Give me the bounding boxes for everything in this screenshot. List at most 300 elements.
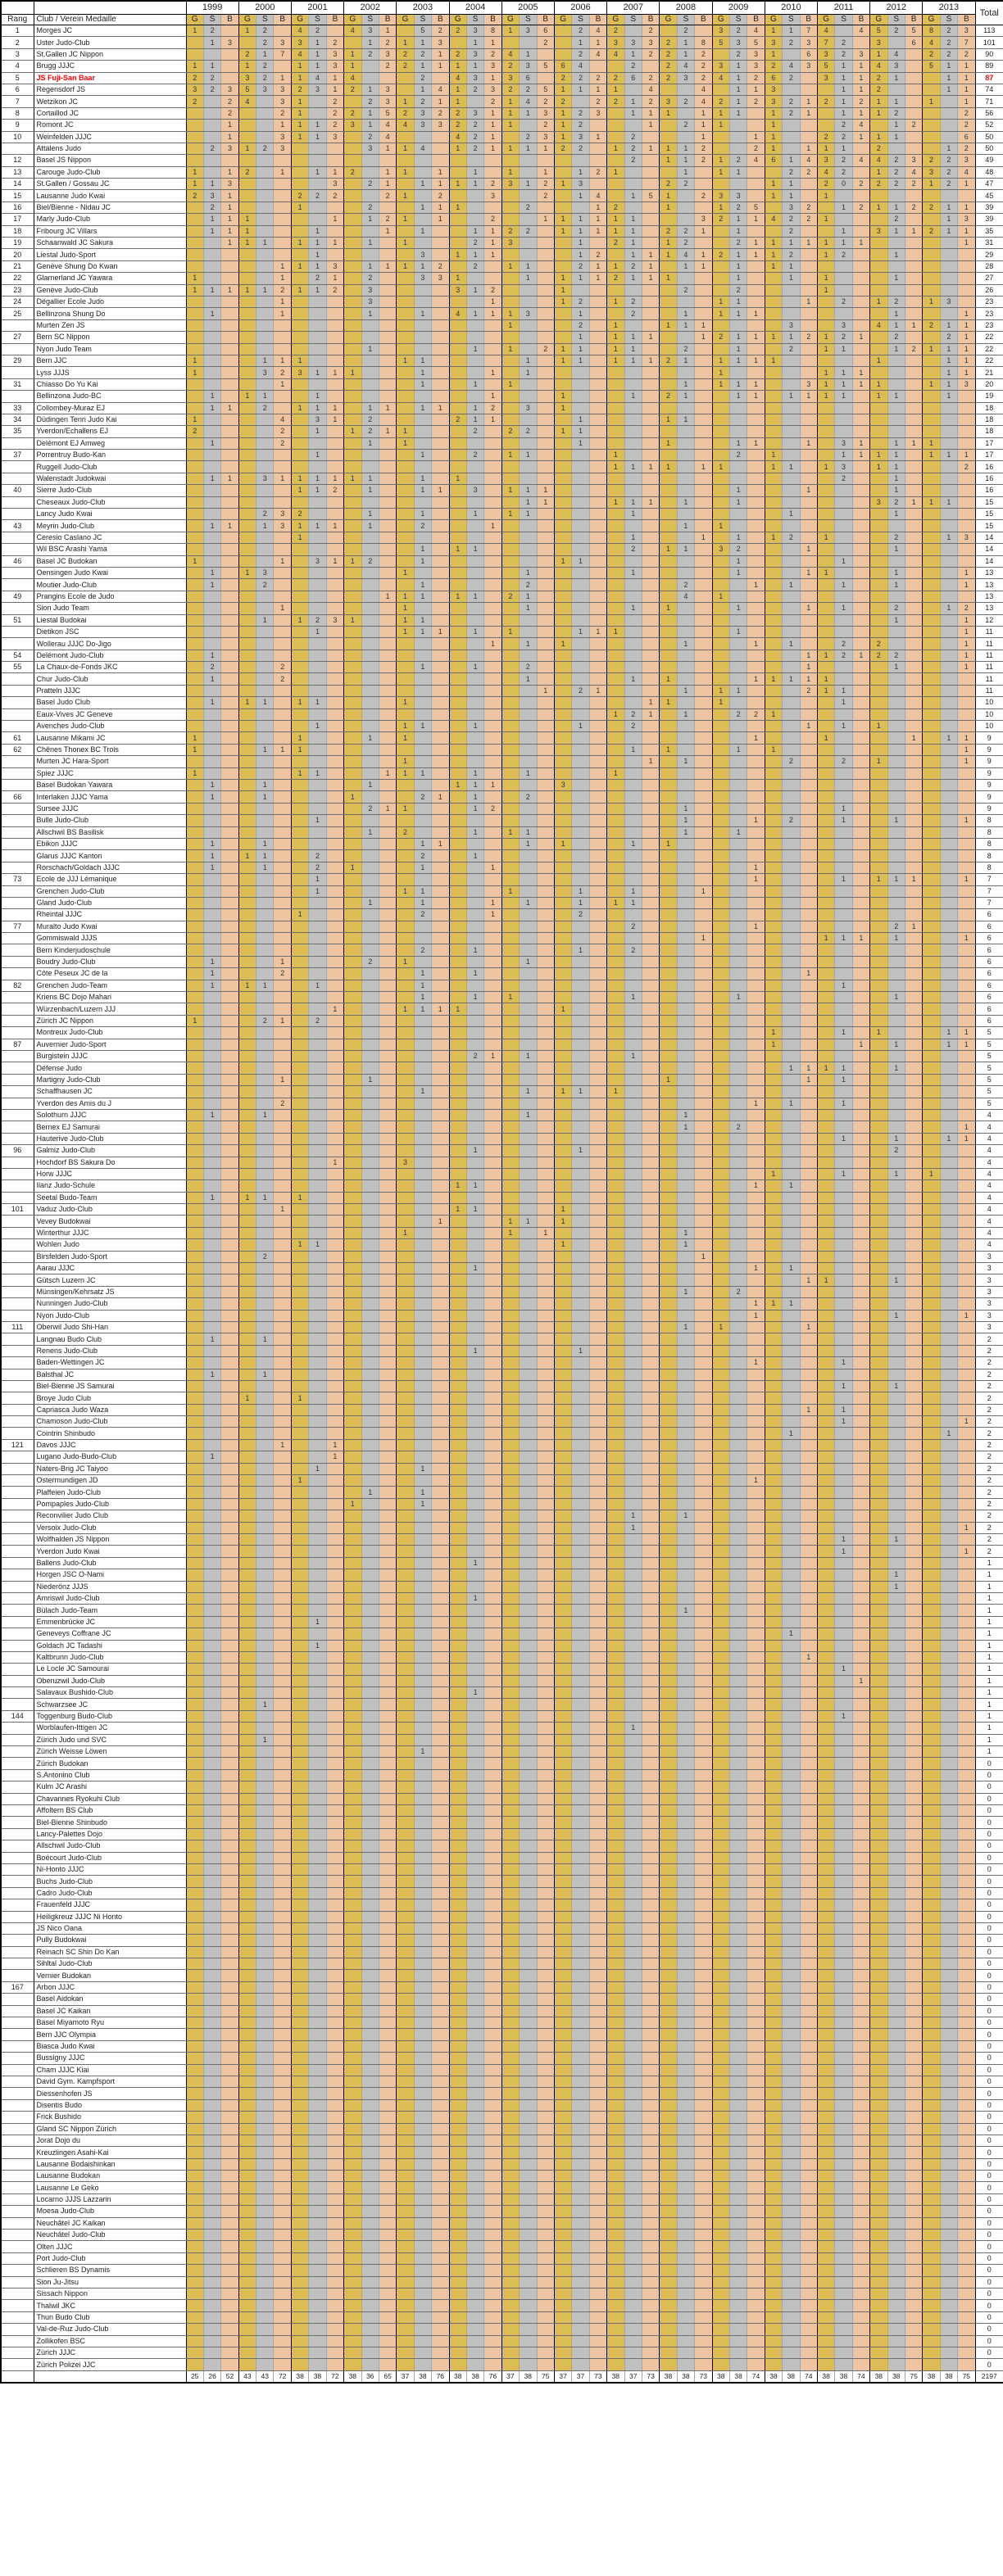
- medal-cell: [712, 1050, 729, 1062]
- medal-cell: [397, 944, 414, 956]
- medal-cell: [835, 862, 852, 873]
- medal-cell: [712, 579, 729, 591]
- medal-cell: [309, 532, 326, 543]
- medal-cell: [677, 437, 694, 449]
- medal-cell: [940, 897, 957, 908]
- medal-cell: [677, 1157, 694, 1168]
- medal-cell: 1: [835, 378, 852, 390]
- medal-cell: [274, 225, 291, 237]
- medal-cell: 1: [729, 166, 747, 178]
- medal-cell: [642, 780, 659, 791]
- medal-cell: [414, 1027, 431, 1039]
- medal-cell: [238, 107, 256, 119]
- medal-cell: [186, 1109, 203, 1120]
- medal-cell: [852, 555, 869, 567]
- medal-cell: 2: [414, 944, 431, 956]
- medal-cell: [783, 992, 800, 1003]
- medal-cell: [554, 1015, 571, 1026]
- medal-header-g: G: [923, 15, 940, 25]
- medal-cell: 2: [572, 143, 589, 154]
- medal-cell: 1: [817, 461, 834, 473]
- medal-cell: [274, 201, 291, 213]
- rank-cell: [1, 1157, 34, 1168]
- medal-cell: 1: [379, 591, 396, 602]
- medal-cell: 1: [203, 673, 220, 685]
- medal-cell: 1: [484, 107, 502, 119]
- medal-cell: [414, 1121, 431, 1133]
- medal-cell: 3: [747, 61, 765, 72]
- medal-cell: [309, 437, 326, 449]
- medal-cell: [660, 367, 677, 378]
- medal-cell: 1: [923, 1168, 940, 1179]
- medal-cell: 1: [414, 992, 431, 1003]
- medal-cell: [747, 591, 765, 602]
- medal-cell: 2: [432, 260, 449, 272]
- rank-cell: 15: [1, 190, 34, 201]
- medal-cell: [309, 685, 326, 696]
- medal-cell: [642, 1062, 659, 1074]
- medal-cell: [765, 509, 782, 520]
- year-header: 2004: [449, 1, 502, 15]
- club-name: Côte Peseux JC de la: [34, 968, 186, 980]
- year-header: 2005: [502, 1, 554, 15]
- medal-cell: 2: [695, 72, 712, 84]
- medal-cell: [800, 1027, 817, 1039]
- medal-cell: [274, 249, 291, 260]
- medal-cell: [520, 555, 537, 567]
- medal-cell: [870, 897, 887, 908]
- medal-cell: [274, 461, 291, 473]
- medal-cell: [344, 343, 361, 355]
- medal-cell: [344, 96, 361, 107]
- medal-cell: [729, 1074, 747, 1085]
- medal-cell: 1: [432, 48, 449, 60]
- medal-cell: 1: [221, 131, 238, 143]
- medal-cell: [958, 992, 975, 1003]
- medal-cell: [291, 603, 308, 614]
- medal-cell: [484, 1192, 502, 1203]
- medal-cell: [712, 238, 729, 249]
- rank-cell: 82: [1, 980, 34, 991]
- medal-cell: [221, 1098, 238, 1109]
- medal-cell: 1: [624, 355, 642, 366]
- medal-cell: [256, 732, 274, 744]
- medal-cell: 2: [414, 850, 431, 862]
- medal-cell: [449, 756, 466, 767]
- medal-cell: [905, 956, 922, 967]
- medal-cell: 1: [835, 803, 852, 814]
- club-name: Bern JJC: [34, 355, 186, 366]
- medal-cell: 1: [835, 225, 852, 237]
- medal-cell: [660, 1050, 677, 1062]
- medal-cell: [502, 921, 519, 932]
- medal-cell: 1: [186, 273, 203, 284]
- medal-cell: [309, 992, 326, 1003]
- medal-cell: [870, 284, 887, 296]
- medal-cell: [660, 1180, 677, 1192]
- club-name: Burgistein JJJC: [34, 1050, 186, 1062]
- medal-cell: [589, 874, 606, 885]
- medal-cell: [537, 650, 554, 661]
- medal-cell: 1: [291, 355, 308, 366]
- medal-cell: 1: [852, 238, 869, 249]
- medal-cell: 1: [502, 143, 519, 154]
- medal-cell: [905, 308, 922, 319]
- medal-header-b: B: [958, 15, 975, 25]
- medal-cell: 1: [256, 1192, 274, 1203]
- medal-cell: [712, 791, 729, 803]
- medal-cell: [642, 862, 659, 873]
- medal-cell: [238, 485, 256, 496]
- medal-cell: 1: [414, 61, 431, 72]
- total-cell: 52: [975, 120, 1003, 131]
- medal-cell: [607, 367, 624, 378]
- medal-cell: [677, 780, 694, 791]
- medal-cell: [484, 544, 502, 555]
- medal-cell: [484, 273, 502, 284]
- medal-cell: [589, 791, 606, 803]
- medal-cell: 1: [186, 284, 203, 296]
- medal-cell: [221, 980, 238, 991]
- medal-cell: [449, 1074, 466, 1085]
- medal-cell: [361, 567, 379, 578]
- total-cell: 10: [975, 721, 1003, 732]
- medal-cell: [238, 437, 256, 449]
- medal-cell: 1: [624, 673, 642, 685]
- medal-cell: [537, 791, 554, 803]
- medal-cell: 1: [397, 355, 414, 366]
- medal-cell: 1: [835, 579, 852, 591]
- medal-cell: [361, 1145, 379, 1157]
- medal-cell: [361, 767, 379, 779]
- medal-cell: [729, 732, 747, 744]
- medal-cell: [589, 603, 606, 614]
- medal-cell: [660, 874, 677, 885]
- year-header: 2003: [397, 1, 449, 15]
- medal-cell: [537, 838, 554, 849]
- medal-cell: [344, 756, 361, 767]
- medal-cell: [221, 933, 238, 944]
- medal-cell: [484, 473, 502, 484]
- medal-cell: 1: [309, 260, 326, 272]
- medal-cell: 1: [817, 343, 834, 355]
- medal-cell: [729, 402, 747, 414]
- medal-cell: [852, 143, 869, 154]
- medal-cell: 1: [870, 450, 887, 461]
- medal-cell: [466, 1168, 483, 1179]
- medal-cell: [958, 780, 975, 791]
- medal-cell: [379, 1192, 396, 1203]
- medal-cell: 2: [537, 120, 554, 131]
- medal-cell: [958, 273, 975, 284]
- medal-cell: 1: [484, 780, 502, 791]
- medal-cell: [379, 897, 396, 908]
- medal-cell: [642, 767, 659, 779]
- medal-cell: [765, 862, 782, 873]
- medal-cell: 2: [326, 485, 343, 496]
- medal-cell: [852, 214, 869, 225]
- club-name: Martigny Judo-Club: [34, 1074, 186, 1085]
- medal-cell: 1: [186, 355, 203, 366]
- medal-cell: [186, 1180, 203, 1192]
- medal-cell: 3: [221, 37, 238, 48]
- club-name: Hauterive Judo-Club: [34, 1133, 186, 1144]
- medal-cell: [449, 355, 466, 366]
- medal-cell: [238, 520, 256, 532]
- medal-cell: [221, 509, 238, 520]
- club-row: [1, 61, 1003, 72]
- medal-cell: [238, 332, 256, 343]
- medal-cell: [186, 1062, 203, 1074]
- medal-cell: 1: [466, 803, 483, 814]
- medal-cell: [677, 273, 694, 284]
- medal-cell: [484, 166, 502, 178]
- medal-cell: 1: [186, 555, 203, 567]
- medal-cell: [203, 48, 220, 60]
- medal-cell: [572, 673, 589, 685]
- medal-cell: 1: [852, 378, 869, 390]
- medal-cell: [238, 1086, 256, 1098]
- medal-cell: [484, 956, 502, 967]
- medal-cell: [502, 709, 519, 720]
- medal-cell: [186, 496, 203, 508]
- medal-cell: [203, 614, 220, 626]
- medal-cell: [291, 1039, 308, 1050]
- medal-cell: [729, 909, 747, 921]
- medal-header-b: B: [484, 15, 502, 25]
- medal-cell: 2: [256, 579, 274, 591]
- medal-cell: [274, 1133, 291, 1144]
- medal-cell: 2: [852, 96, 869, 107]
- medal-cell: 1: [835, 1074, 852, 1085]
- medal-cell: [887, 838, 905, 849]
- medal-cell: 1: [484, 238, 502, 249]
- medal-cell: [502, 933, 519, 944]
- medal-cell: [309, 1157, 326, 1168]
- medal-cell: 1: [695, 225, 712, 237]
- medal-cell: [379, 1015, 396, 1026]
- medal-cell: [870, 249, 887, 260]
- medal-cell: [238, 155, 256, 166]
- medal-cell: [326, 355, 343, 366]
- medal-cell: 3: [432, 120, 449, 131]
- medal-cell: 2: [520, 201, 537, 213]
- club-name: Collombey-Muraz EJ: [34, 402, 186, 414]
- medal-cell: [940, 980, 957, 991]
- medal-cell: [747, 1074, 765, 1085]
- medal-cell: [677, 473, 694, 484]
- medal-cell: [326, 567, 343, 578]
- medal-cell: [502, 1168, 519, 1179]
- medal-cell: 1: [221, 238, 238, 249]
- medal-cell: [607, 1109, 624, 1120]
- medal-cell: [537, 509, 554, 520]
- medal-cell: [554, 496, 571, 508]
- medal-cell: [589, 1121, 606, 1133]
- medal-cell: [870, 980, 887, 991]
- medal-cell: 1: [344, 426, 361, 437]
- medal-cell: [361, 378, 379, 390]
- medal-cell: 2: [502, 225, 519, 237]
- medal-cell: [589, 509, 606, 520]
- medal-cell: 1: [361, 120, 379, 131]
- medal-cell: 1: [800, 296, 817, 307]
- medal-cell: [958, 1074, 975, 1085]
- rank-cell: [1, 1109, 34, 1120]
- medal-cell: [554, 190, 571, 201]
- club-row: [1, 685, 1003, 696]
- medal-cell: [274, 944, 291, 956]
- medal-cell: [695, 874, 712, 885]
- medal-cell: [817, 968, 834, 980]
- medal-cell: [607, 933, 624, 944]
- medal-cell: 2: [940, 332, 957, 343]
- medal-cell: 1: [203, 37, 220, 48]
- medal-cell: [572, 862, 589, 873]
- rank-cell: 34: [1, 414, 34, 425]
- medal-cell: [484, 650, 502, 661]
- medal-cell: [817, 767, 834, 779]
- medal-cell: [221, 614, 238, 626]
- club-row: [1, 1121, 1003, 1133]
- medal-cell: [695, 603, 712, 614]
- medal-cell: [642, 520, 659, 532]
- medal-cell: [940, 1145, 957, 1157]
- medal-cell: 1: [484, 414, 502, 425]
- medal-cell: [361, 650, 379, 661]
- medal-cell: [887, 378, 905, 390]
- medal-cell: [852, 1074, 869, 1085]
- total-cell: 6: [975, 921, 1003, 932]
- medal-cell: [502, 968, 519, 980]
- medal-cell: [484, 260, 502, 272]
- medal-cell: [379, 1050, 396, 1062]
- medal-cell: [274, 579, 291, 591]
- medal-cell: [923, 815, 940, 826]
- medal-cell: [800, 591, 817, 602]
- medal-cell: [712, 803, 729, 814]
- total-cell: 14: [975, 544, 1003, 555]
- medal-cell: [677, 921, 694, 932]
- medal-cell: [589, 143, 606, 154]
- medal-cell: 2: [729, 201, 747, 213]
- medal-cell: [449, 225, 466, 237]
- medal-cell: [765, 296, 782, 307]
- medal-cell: [291, 1121, 308, 1133]
- total-cell: 7: [975, 897, 1003, 908]
- medal-cell: [747, 662, 765, 673]
- medal-cell: 2: [677, 96, 694, 107]
- medal-cell: 2: [660, 37, 677, 48]
- medal-cell: [852, 614, 869, 626]
- medal-cell: 1: [537, 143, 554, 154]
- medal-cell: [466, 520, 483, 532]
- medal-cell: [274, 803, 291, 814]
- medal-cell: 1: [870, 48, 887, 60]
- medal-cell: [712, 767, 729, 779]
- club-row: [1, 992, 1003, 1003]
- club-row: [1, 391, 1003, 402]
- medal-cell: [186, 201, 203, 213]
- medal-cell: [256, 685, 274, 696]
- medal-cell: [466, 155, 483, 166]
- medal-cell: [274, 709, 291, 720]
- medal-cell: 1: [572, 166, 589, 178]
- medal-cell: [905, 72, 922, 84]
- medal-cell: 2: [520, 579, 537, 591]
- medal-cell: [695, 343, 712, 355]
- medal-cell: [624, 179, 642, 190]
- club-row: [1, 673, 1003, 685]
- medal-cell: [607, 603, 624, 614]
- medal-cell: [221, 72, 238, 84]
- medal-cell: [484, 614, 502, 626]
- medal-cell: [607, 1098, 624, 1109]
- medal-cell: 1: [274, 120, 291, 131]
- medal-cell: [326, 992, 343, 1003]
- medal-cell: 1: [256, 391, 274, 402]
- medal-cell: 2: [238, 48, 256, 60]
- medal-cell: [887, 1098, 905, 1109]
- medal-header-s: S: [624, 15, 642, 25]
- medal-cell: [256, 249, 274, 260]
- medal-cell: [397, 72, 414, 84]
- medal-cell: [817, 1098, 834, 1109]
- medal-cell: [642, 308, 659, 319]
- medal-cell: [852, 673, 869, 685]
- medal-cell: [291, 166, 308, 178]
- medal-cell: 1: [256, 284, 274, 296]
- medal-cell: [572, 1133, 589, 1144]
- medal-cell: [274, 391, 291, 402]
- medal-cell: [274, 25, 291, 37]
- medal-cell: [484, 567, 502, 578]
- medal-cell: [344, 332, 361, 343]
- medal-cell: [940, 685, 957, 696]
- medal-cell: [221, 1086, 238, 1098]
- medal-cell: [361, 332, 379, 343]
- medal-cell: [203, 1074, 220, 1085]
- medal-cell: [326, 603, 343, 614]
- medal-cell: [940, 284, 957, 296]
- medal-cell: 1: [397, 214, 414, 225]
- medal-cell: [379, 555, 396, 567]
- medal-cell: [449, 697, 466, 709]
- medal-cell: [344, 214, 361, 225]
- medal-cell: [677, 874, 694, 885]
- medal-cell: [783, 485, 800, 496]
- medal-cell: 3: [379, 96, 396, 107]
- rank-cell: [1, 461, 34, 473]
- medal-cell: [379, 968, 396, 980]
- medal-cell: [414, 1109, 431, 1120]
- medal-cell: 1: [414, 767, 431, 779]
- medal-cell: [238, 260, 256, 272]
- medal-cell: 2: [835, 650, 852, 661]
- medal-cell: [572, 1109, 589, 1120]
- medal-cell: [449, 1109, 466, 1120]
- medal-cell: [817, 485, 834, 496]
- medal-cell: [432, 1039, 449, 1050]
- medal-cell: [344, 284, 361, 296]
- medal-cell: [642, 662, 659, 673]
- medal-cell: [554, 826, 571, 838]
- medal-cell: [695, 355, 712, 366]
- medal-cell: [712, 84, 729, 95]
- medal-cell: [379, 1039, 396, 1050]
- medal-cell: [642, 944, 659, 956]
- club-row: [1, 107, 1003, 119]
